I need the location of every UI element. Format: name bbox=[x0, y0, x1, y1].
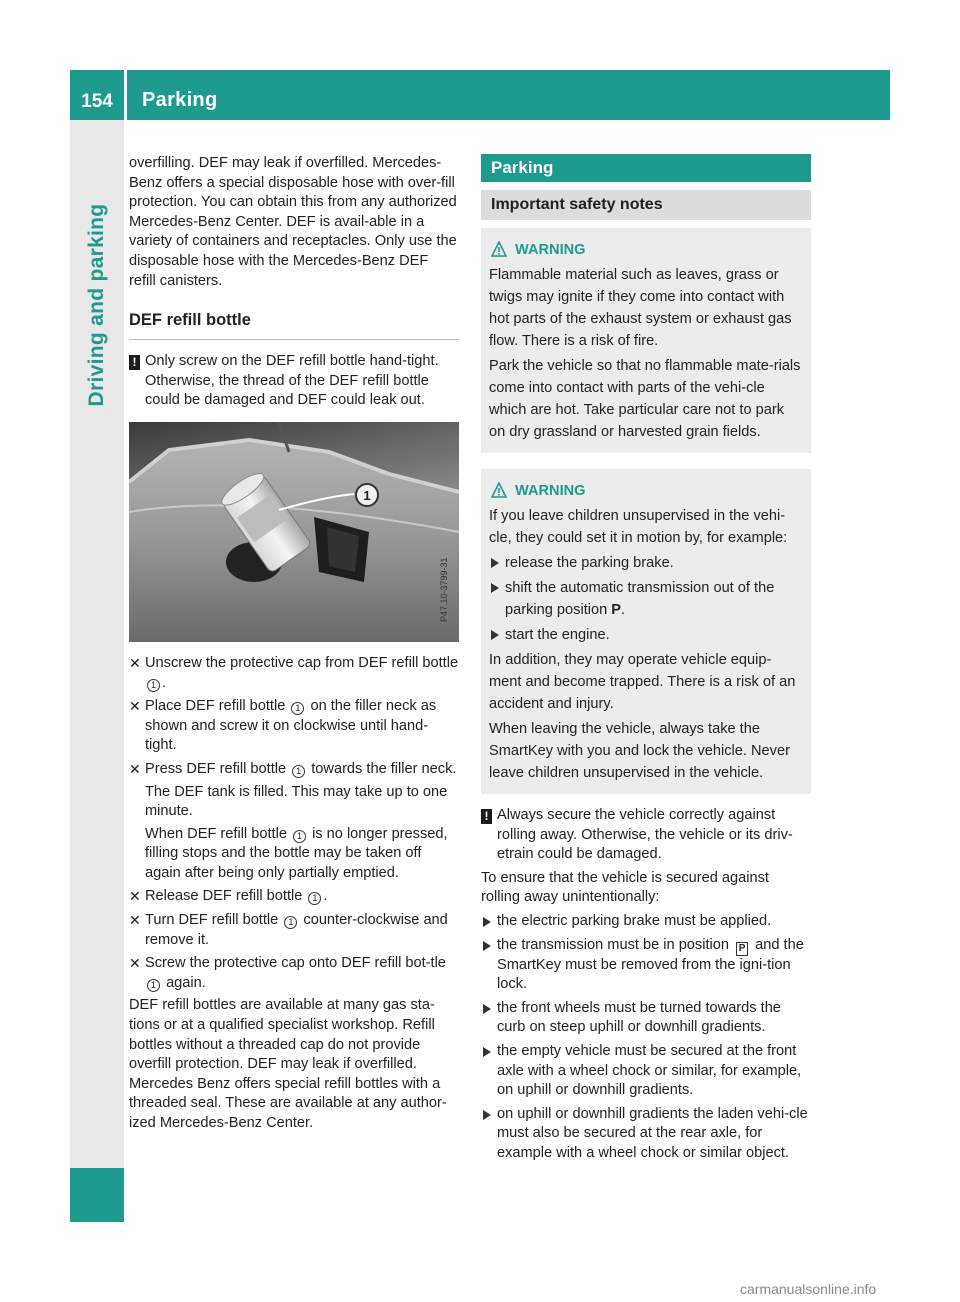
page-number: 154 bbox=[81, 91, 113, 112]
step-3 bbox=[129, 760, 459, 884]
list-item: shift the automatic transmission out of the parking position P. bbox=[489, 577, 803, 621]
notice-text: Only screw on the DEF refill bottle hand-tight. Otherwise, the thread of the DEF refill bottle could be damaged and DEF could leak out. bbox=[145, 353, 439, 409]
subheading-def-refill-bottle: DEF refill bottle bbox=[129, 309, 459, 340]
section-banner-parking: Parking bbox=[481, 154, 811, 182]
step-6-text-b: again. bbox=[166, 974, 206, 991]
step-5 bbox=[129, 911, 459, 950]
warning-1-text-2: Park the vehicle so that no flammable mate-rials come into contact with parts of the vehi-cle which are hot. Take particular care not to park on dry grassland or harvested grain fields. bbox=[489, 358, 801, 440]
step-3-text-a: Press DEF refill bottle bbox=[145, 760, 287, 777]
step-4-text: Release DEF refill bottle bbox=[145, 888, 303, 905]
warning-box-fire bbox=[481, 228, 811, 453]
securing-list bbox=[481, 912, 811, 1164]
step-5-text-a: Turn DEF refill bottle bbox=[145, 912, 279, 929]
step-3-result: The DEF tank is filled. This may take up to one minute. bbox=[145, 783, 448, 820]
notice-block bbox=[129, 352, 459, 411]
photo-code: P47.10-3799-31 bbox=[439, 557, 449, 622]
step-arrow-icon: ✕ bbox=[129, 912, 141, 929]
list-item: release the parking brake. bbox=[489, 552, 803, 574]
notice-block bbox=[481, 806, 811, 865]
side-tab-marker bbox=[70, 1168, 124, 1222]
warning-title: WARNING bbox=[491, 481, 803, 501]
step-3-text-b: towards the filler neck. bbox=[311, 760, 457, 777]
list-item: the electric parking brake must be applied. bbox=[481, 912, 811, 932]
def-bottle-photo bbox=[129, 422, 459, 642]
callout-1-icon: 1 bbox=[147, 679, 160, 692]
exclamation-icon: ! bbox=[129, 355, 140, 370]
warning-2-text-1: If you leave children unsupervised in the vehi-cle, they could set it in motion by, for example: bbox=[489, 508, 788, 546]
list-item: the transmission must be in position P and the SmartKey must be removed from the igni-tion lock. bbox=[481, 936, 811, 995]
list-item: on uphill or downhill gradients the laden vehi-cle must also be secured at the rear axle, for example with a wheel chock or similar object. bbox=[481, 1105, 811, 1164]
warning-1-text-1: Flammable material such as leaves, grass or twigs may ignite if they come into contact with hot parts of the exhaust system or exhaust gas flow. There is a risk of fire. bbox=[489, 267, 792, 349]
step-4-end: . bbox=[323, 888, 328, 905]
left-intro: overfilling. DEF may leak if overfilled. Mercedes-Benz offers a special disposable hose with over-fill protection. You can obtain this from any authorized Mercedes-Benz Center. DEF is avail-able in a variety of containers and receptacles. Only use the disposable hose with the Mercedes-Benz DEF refill canisters. bbox=[129, 155, 457, 289]
step-2 bbox=[129, 697, 459, 756]
exclamation-icon: ! bbox=[481, 809, 492, 824]
photo-callout: 1 bbox=[363, 487, 371, 503]
list-item: the front wheels must be turned towards the curb on steep uphill or downhill gradients. bbox=[481, 999, 811, 1038]
step-2-text-a: Place DEF refill bottle bbox=[145, 698, 286, 715]
left-column bbox=[129, 154, 459, 1134]
step-6-text-a: Screw the protective cap onto DEF refill bot-tle bbox=[145, 955, 446, 972]
callout-1-icon: 1 bbox=[308, 892, 321, 905]
step-1-end: . bbox=[162, 674, 167, 691]
list-item: start the engine. bbox=[489, 624, 803, 646]
right-column bbox=[481, 154, 811, 1164]
left-outro: DEF refill bottles are available at many gas sta-tions or at a qualified specialist workshop. Refill bottles without a threaded cap do not provide overfill protection. DEF may leak if overfilled. Mercedes Benz offers special refill bottles with a threaded seal. These are available at any author-ized Mercedes-Benz Center. bbox=[129, 997, 447, 1131]
right-intro: To ensure that the vehicle is secured against rolling away unintentionally: bbox=[481, 869, 769, 906]
header-title: Parking bbox=[142, 89, 218, 111]
page-header bbox=[70, 70, 890, 120]
step-arrow-icon: ✕ bbox=[129, 955, 141, 972]
step-arrow-icon: ✕ bbox=[129, 760, 141, 777]
step-6 bbox=[129, 954, 459, 993]
subsection-banner-safety: Important safety notes bbox=[481, 190, 811, 220]
side-tab-label: Driving and parking bbox=[85, 203, 109, 407]
header-divider bbox=[124, 70, 127, 120]
warning-triangle-icon bbox=[491, 482, 507, 498]
watermark: carmanualsonline.info bbox=[740, 1281, 877, 1297]
step-2-text-b: on the filler neck as shown and screw it on clockwise until hand-tight. bbox=[145, 698, 437, 754]
callout-1-icon: 1 bbox=[293, 830, 306, 843]
callout-1-icon: 1 bbox=[291, 702, 304, 715]
step-4 bbox=[129, 887, 459, 907]
step-1 bbox=[129, 654, 459, 693]
callout-1-icon: 1 bbox=[292, 765, 305, 778]
step-3-note-a: When DEF refill bottle bbox=[145, 825, 287, 842]
callout-1-icon: 1 bbox=[284, 916, 297, 929]
warning-2-text-2: In addition, they may operate vehicle equip-ment and become trapped. There is a risk of an accident and injury. bbox=[489, 652, 796, 712]
list-item: the empty vehicle must be secured at the front axle with a wheel chock or similar, for example, on uphill or downhill gradients. bbox=[481, 1042, 811, 1101]
warning-2-list bbox=[489, 552, 803, 646]
warning-title: WARNING bbox=[491, 240, 803, 260]
callout-1-icon: 1 bbox=[147, 979, 160, 992]
step-arrow-icon: ✕ bbox=[129, 888, 141, 905]
step-arrow-icon: ✕ bbox=[129, 654, 141, 671]
step-3-note-b: is no longer pressed, filling stops and the bottle may be taken off again after being only partially emptied. bbox=[145, 825, 448, 881]
park-position-icon: P bbox=[736, 942, 748, 956]
warning-box-children bbox=[481, 469, 811, 794]
notice-text: Always secure the vehicle correctly against rolling away. Otherwise, the vehicle or its driv-etrain could be damaged. bbox=[497, 807, 793, 863]
step-5-text-b: counter-clockwise and remove it. bbox=[145, 912, 448, 948]
warning-2-text-3: When leaving the vehicle, always take the SmartKey with you and lock the vehicle. Never leave children unsupervised in the vehicle. bbox=[489, 721, 790, 781]
step-1-text: Unscrew the protective cap from DEF refill bottle bbox=[145, 654, 459, 671]
car-filler-illustration bbox=[129, 422, 459, 642]
warning-triangle-icon bbox=[491, 241, 507, 257]
step-arrow-icon: ✕ bbox=[129, 698, 141, 715]
